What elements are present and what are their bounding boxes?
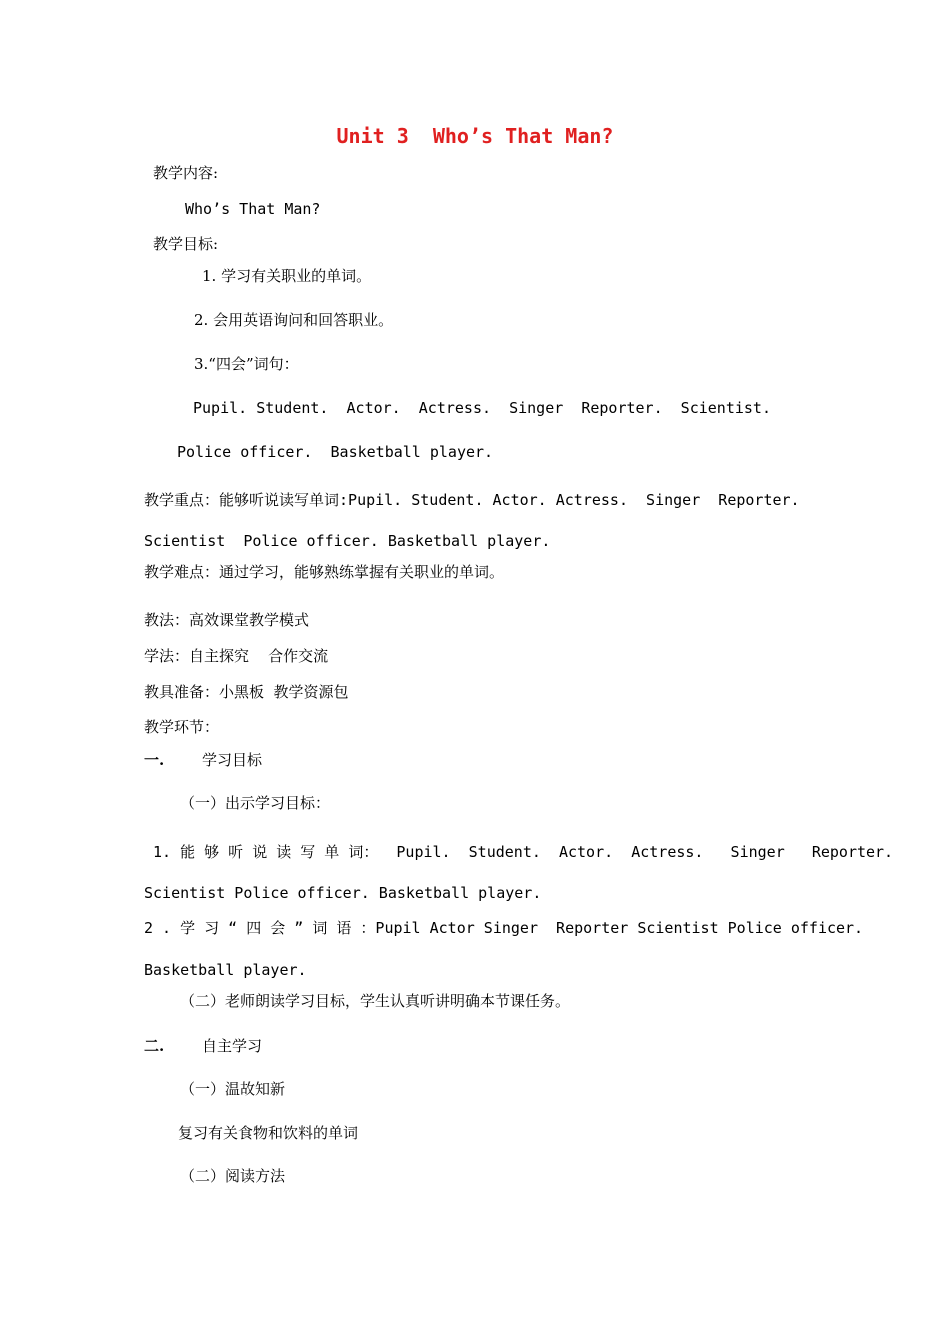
goals-label: 教学目标: [153,235,219,253]
goal-item: 1. 学习有关职业的单词。 [202,267,372,285]
goal-item: 2. 会用英语询问和回答职业。 [194,311,394,329]
teaching-method: 教法：高效课堂教学模式 [144,611,310,629]
objective-line: 1. 能 够 听 说 读 写 单 词： Pupil. Student. Actor. Actress. Singer Reporter. [144,843,894,861]
section-title: 学习目标 [202,751,263,769]
objective-line: Scientist Police officer. Basketball player. [144,884,542,902]
review-text: 复习有关食物和饮料的单词 [178,1124,359,1142]
content-text: Who’s That Man? [185,200,321,218]
content-label: 教学内容: [153,164,219,182]
difficulty: 教学难点：通过学习，能够熟练掌握有关职业的单词。 [144,563,505,581]
section-number: 二. [144,1037,165,1055]
subsection-heading: （一）温故知新 [180,1080,286,1098]
section-title: 自主学习 [202,1037,263,1055]
subsection-heading: （二）阅读方法 [180,1167,286,1185]
steps-label: 教学环节： [144,718,220,736]
key-points-continued: Scientist Police officer. Basketball player. [144,532,551,550]
vocab-line: Pupil. Student. Actor. Actress. Singer Reporter. Scientist. [193,399,771,417]
subsection-heading: （一）出示学习目标： [180,794,331,812]
objective-line: Basketball player. [144,961,307,979]
key-points: 教学重点：能够听说读写单词:Pupil. Student. Actor. Actress. Singer Reporter. [144,491,800,509]
learning-method: 学法：自主探究 合作交流 [144,647,329,665]
objective-line: 2 . 学 习 “ 四 会 ” 词 语 ：Pupil Actor Singer Reporter Scientist Police officer. [144,919,864,937]
section-number: 一. [144,751,165,769]
vocab-line: Police officer. Basketball player. [177,443,494,461]
page-title: Unit 3 Who’s That Man? [336,124,614,148]
subsection-heading: （二）老师朗读学习目标，学生认真听讲明确本节课任务。 [180,992,571,1010]
goal-item: 3.“四会”词句： [194,355,299,373]
teaching-tools: 教具准备：小黑板 教学资源包 [144,683,349,701]
